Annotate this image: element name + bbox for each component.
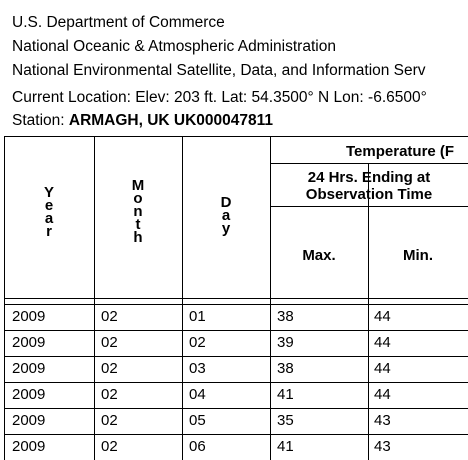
- grid-line: [270, 163, 468, 164]
- cell-max: 39: [277, 334, 294, 351]
- cell-max: 41: [277, 386, 294, 403]
- station-label: Station:: [12, 112, 65, 129]
- grid-line: [368, 163, 369, 460]
- grid-line: [4, 356, 468, 357]
- cell-year: 2009: [12, 438, 46, 455]
- grid-line: [4, 434, 468, 435]
- header-letter: y: [221, 220, 231, 237]
- header-letter: h: [133, 229, 143, 246]
- cell-min: 44: [374, 334, 391, 351]
- cell-year: 2009: [12, 412, 46, 429]
- station-value: ARMAGH, UK UK000047811: [68, 112, 274, 129]
- cell-max: 35: [277, 412, 294, 429]
- column-header-max: Max.: [302, 247, 336, 264]
- header-letter: M: [131, 177, 145, 194]
- header-letter: e: [44, 197, 54, 214]
- grid-line: [4, 136, 468, 137]
- cell-year: 2009: [12, 308, 46, 325]
- column-header-year: [4, 186, 94, 238]
- agency-line-3: National Environmental Satellite, Data, and Information Serv: [12, 62, 426, 79]
- header-letter: r: [46, 223, 52, 240]
- cell-min: 44: [374, 360, 391, 377]
- cell-month: 02: [101, 334, 118, 351]
- header-letter: t: [135, 216, 141, 233]
- cell-max: 41: [277, 438, 294, 455]
- grid-line: [4, 298, 468, 299]
- header-letter: o: [133, 190, 143, 207]
- grid-line: [4, 408, 468, 409]
- observation-subheader-line1: 24 Hrs. Ending at: [307, 169, 431, 186]
- header-letter: D: [220, 194, 232, 211]
- cell-month: 02: [101, 386, 118, 403]
- cell-day: 06: [189, 438, 206, 455]
- cell-day: 02: [189, 334, 206, 351]
- current-location: Current Location: Elev: 203 ft. Lat: 54.3500° N Lon: -6.6500°: [12, 89, 427, 106]
- cell-day: 04: [189, 386, 206, 403]
- grid-line: [270, 206, 468, 207]
- cell-min: 43: [374, 412, 391, 429]
- grid-line: [4, 330, 468, 331]
- observation-subheader-line2: Observation Time: [305, 186, 433, 203]
- cell-year: 2009: [12, 386, 46, 403]
- temperature-group-header: Temperature (F: [346, 143, 455, 160]
- header-letter: n: [133, 203, 143, 220]
- cell-day: 05: [189, 412, 206, 429]
- cell-min: 44: [374, 308, 391, 325]
- cell-month: 02: [101, 438, 118, 455]
- column-header-day: [182, 196, 270, 235]
- cell-month: 02: [101, 308, 118, 325]
- grid-line: [4, 382, 468, 383]
- cell-month: 02: [101, 360, 118, 377]
- column-header-min: Min.: [403, 247, 433, 264]
- cell-day: 01: [189, 308, 206, 325]
- agency-line-1: U.S. Department of Commerce: [12, 14, 225, 31]
- grid-line: [4, 304, 468, 305]
- cell-year: 2009: [12, 334, 46, 351]
- cell-month: 02: [101, 412, 118, 429]
- agency-line-2: National Oceanic & Atmospheric Administration: [12, 38, 336, 55]
- header-letter: a: [44, 210, 54, 227]
- header-letter: Y: [43, 184, 54, 201]
- header-letter: a: [221, 207, 231, 224]
- cell-max: 38: [277, 308, 294, 325]
- cell-day: 03: [189, 360, 206, 377]
- cell-min: 44: [374, 386, 391, 403]
- cell-min: 43: [374, 438, 391, 455]
- cell-year: 2009: [12, 360, 46, 377]
- column-header-month: [94, 179, 182, 244]
- cell-max: 38: [277, 360, 294, 377]
